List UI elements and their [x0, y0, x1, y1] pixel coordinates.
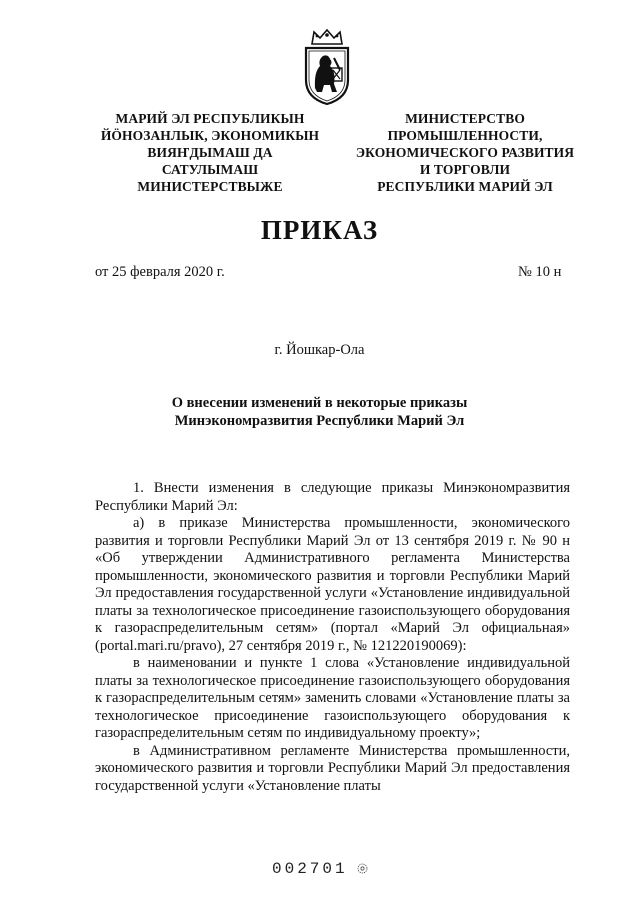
- header-left-line: ЙӦНОЗАНЛЫК, ЭКОНОМИКЫН: [100, 128, 320, 143]
- header-left-line: МИНИСТЕРСТВЫЖЕ: [137, 179, 283, 194]
- header-right-line: РЕСПУБЛИКИ МАРИЙ ЭЛ: [377, 179, 553, 194]
- header-russian-block: [345, 110, 585, 195]
- issue-city: г. Йошкар-Ола: [274, 342, 365, 358]
- header-left-line: ВИЯҤДЫМАШ ДА: [147, 145, 273, 160]
- security-rosette-icon: [356, 862, 369, 875]
- header-right-line: ПРОМЫШЛЕННОСТИ,: [387, 128, 543, 143]
- header-left-line: МАРИЙ ЭЛ РЕСПУБЛИКЫН: [115, 111, 305, 126]
- header-right-line: МИНИСТЕРСТВО: [405, 111, 525, 126]
- order-number: № 10 н: [518, 264, 562, 280]
- body-paragraph: в наименовании и пункте 1 слова «Установление индивидуальной платы за технологическое присоединение газоиспользующего оборудования к газораспределительным сетям» заменить словами «Установление платы за технологическое присоединение газоиспользующего оборудования к газораспределительным сетям по индивидуальному проекту»;: [95, 655, 570, 741]
- document-title: ПРИКАЗ: [260, 215, 379, 245]
- body-paragraph: в Административном регламенте Министерства промышленности, экономического развития и торговли Республики Марий Эл предоставления государственной услуги «Установление платы: [95, 742, 570, 794]
- header-mari-language-block: [95, 110, 325, 195]
- order-date: от 25 февраля 2020 г.: [95, 264, 225, 280]
- body-paragraph: 1. Внести изменения в следующие приказы Минэкономразвития Республики Марий Эл:: [95, 480, 570, 514]
- order-body: [95, 480, 570, 795]
- body-paragraph: а) в приказе Министерства промышленности, экономического развития и торговли Республики Марий Эл от 13 сентября 2019 г. № 90 н «Об утверждении Административного регламента Министерства промышленности, экономического развития и торговли Республики Марий Эл предоставления государственной услуги «Установление индивидуальной платы за технологическое присоединение газоиспользующего оборудования к газораспределительным сетям» (портал «Марий Эл официальная» (portal.mari.ru/pravo), 27 сентября 2019 г., № 121220190069):: [95, 515, 570, 654]
- header-left-line: САТУЛЫМАШ: [161, 162, 259, 177]
- header-right-line: ЭКОНОМИЧЕСКОГО РАЗВИТИЯ: [355, 145, 575, 160]
- order-subject: [0, 394, 639, 430]
- header-right-line: И ТОРГОВЛИ: [419, 162, 511, 177]
- coat-of-arms-emblem: [300, 28, 354, 106]
- subject-line: О внесении изменений в некоторые приказы: [171, 395, 468, 411]
- form-serial-number: 002701: [272, 860, 348, 878]
- subject-line: Минэкономразвития Республики Марий Эл: [174, 413, 465, 429]
